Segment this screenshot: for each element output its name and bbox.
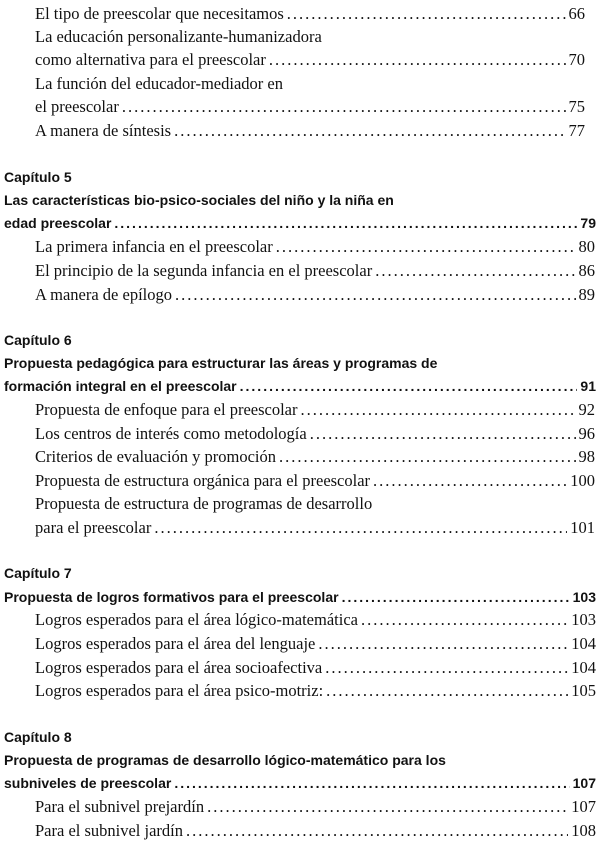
toc-entry[interactable] (35, 516, 595, 540)
dot-leader (207, 795, 568, 819)
toc-entry-title: Propuesta de estructura de programas de desarrollo (35, 494, 373, 513)
toc-entry[interactable] (35, 679, 596, 703)
chapter-title-row[interactable] (4, 585, 596, 609)
chapter-title: Propuesta de logros formativos para el preescolar (4, 589, 339, 605)
dot-leader (154, 516, 567, 540)
toc-entry[interactable] (35, 283, 595, 307)
toc-entry[interactable] (35, 819, 596, 843)
toc-entry-title: Logros esperados para el área del lenguaje (35, 634, 316, 653)
toc-entry-line[interactable] (35, 25, 585, 49)
toc-entry-title: La primera infancia en el preescolar (35, 237, 273, 256)
dot-leader (269, 48, 566, 72)
toc-entry-page: 104 (571, 658, 596, 677)
dot-leader (301, 398, 576, 422)
dot-leader (122, 95, 566, 119)
toc-entry[interactable] (35, 259, 595, 283)
toc-entry[interactable] (35, 119, 585, 143)
toc-entry-page: 75 (568, 97, 585, 116)
dot-leader (287, 2, 566, 26)
chapter-title-row[interactable] (4, 374, 596, 398)
toc-entry-title: Para el subnivel jardín (35, 821, 184, 840)
chapter-title-line[interactable] (4, 748, 596, 772)
chapter-title-row[interactable] (4, 211, 596, 235)
toc-entry[interactable] (35, 656, 596, 680)
toc-entry[interactable] (35, 398, 595, 422)
dot-leader (114, 211, 577, 235)
chapter-label: Capítulo 8 (4, 729, 72, 745)
toc-entry[interactable] (35, 795, 596, 819)
toc-entry-page: 96 (578, 424, 595, 443)
toc-entry[interactable] (35, 445, 595, 469)
dot-leader (361, 608, 568, 632)
toc-entry-title: Propuesta de estructura orgánica para el preescolar (35, 471, 371, 490)
dot-leader (310, 422, 576, 446)
toc-entry-title: Logros esperados para el área psico-motriz: (35, 681, 324, 700)
toc-entry-line[interactable] (35, 492, 595, 516)
chapter-label: Capítulo 7 (4, 565, 72, 581)
toc-entry[interactable] (35, 608, 596, 632)
chapter-page: 79 (580, 215, 596, 231)
chapter-page: 103 (572, 589, 596, 605)
chapter-title: subniveles de preescolar (4, 775, 172, 791)
chapter-title-line[interactable] (4, 188, 596, 212)
toc-entry-page: 104 (571, 634, 596, 653)
toc-entry-title: A manera de síntesis (35, 121, 172, 140)
dot-leader (326, 679, 568, 703)
chapter-title: edad preescolar (4, 215, 112, 231)
dot-leader (318, 632, 568, 656)
dot-leader (276, 235, 576, 259)
toc-entry[interactable] (35, 95, 585, 119)
toc-entry[interactable] (35, 632, 596, 656)
chapter-title: Las características bio-psico-sociales del niño y la niña en (4, 192, 394, 208)
toc-entry-title: Logros esperados para el área lógico-matemática (35, 610, 358, 629)
dot-leader (174, 771, 569, 795)
toc-entry[interactable] (35, 469, 595, 493)
chapter-page: 91 (580, 378, 596, 394)
toc-entry-title: Para el subnivel prejardín (35, 797, 205, 816)
dot-leader (240, 374, 578, 398)
toc-entry-title: Criterios de evaluación y promoción (35, 447, 277, 466)
chapter-title: formación integral en el preescolar (4, 378, 237, 394)
toc-entry[interactable] (35, 422, 595, 446)
chapter-label: Capítulo 5 (4, 169, 72, 185)
toc-entry-page: 108 (571, 821, 596, 840)
dot-leader (174, 119, 565, 143)
toc-entry-title: el preescolar (35, 97, 119, 116)
dot-leader (175, 283, 576, 307)
toc-entry-page: 100 (570, 471, 595, 490)
chapter-title-line[interactable] (4, 351, 596, 375)
toc-entry-line[interactable] (35, 72, 585, 96)
toc-entry-title: La educación personalizante-humanizadora (35, 27, 322, 46)
toc-entry-title: La función del educador-mediador en (35, 74, 283, 93)
dot-leader (325, 656, 568, 680)
toc-entry-page: 89 (578, 285, 595, 304)
toc-entry[interactable] (35, 48, 585, 72)
chapter-label: Capítulo 6 (4, 332, 72, 348)
dot-leader (279, 445, 575, 469)
toc-entry-title: para el preescolar (35, 518, 152, 537)
dot-leader (342, 585, 570, 609)
dot-leader (375, 259, 575, 283)
toc-entry-page: 98 (578, 447, 595, 466)
chapter-title: Propuesta pedagógica para estructurar las áreas y programas de (4, 355, 438, 371)
toc-entry-title: Propuesta de enfoque para el preescolar (35, 400, 298, 419)
toc-entry-page: 70 (568, 50, 585, 69)
toc-entry[interactable] (35, 235, 595, 259)
dot-leader (186, 819, 568, 843)
toc-entry-title: como alternativa para el preescolar (35, 50, 266, 69)
toc-entry-page: 107 (571, 797, 596, 816)
toc-entry-page: 80 (578, 237, 595, 256)
toc-entry-page: 86 (578, 261, 595, 280)
chapter-page: 107 (572, 775, 596, 791)
dot-leader (373, 469, 567, 493)
toc-entry[interactable] (35, 2, 585, 26)
toc-entry-page: 105 (571, 681, 596, 700)
toc-entry-page: 66 (568, 4, 585, 23)
toc-entry-title: El principio de la segunda infancia en el preescolar (35, 261, 373, 280)
toc-entry-title: Los centros de interés como metodología (35, 424, 307, 443)
toc-entry-page: 92 (578, 400, 595, 419)
toc-entry-page: 103 (571, 610, 596, 629)
toc-entry-title: A manera de epílogo (35, 285, 172, 304)
toc-entry-page: 101 (570, 518, 595, 537)
toc-entry-title: Logros esperados para el área socioafectiva (35, 658, 323, 677)
chapter-title: Propuesta de programas de desarrollo lógico-matemático para los (4, 752, 446, 768)
chapter-title-row[interactable] (4, 771, 596, 795)
toc-entry-title: El tipo de preescolar que necesitamos (35, 4, 284, 23)
toc-entry-page: 77 (568, 121, 585, 140)
